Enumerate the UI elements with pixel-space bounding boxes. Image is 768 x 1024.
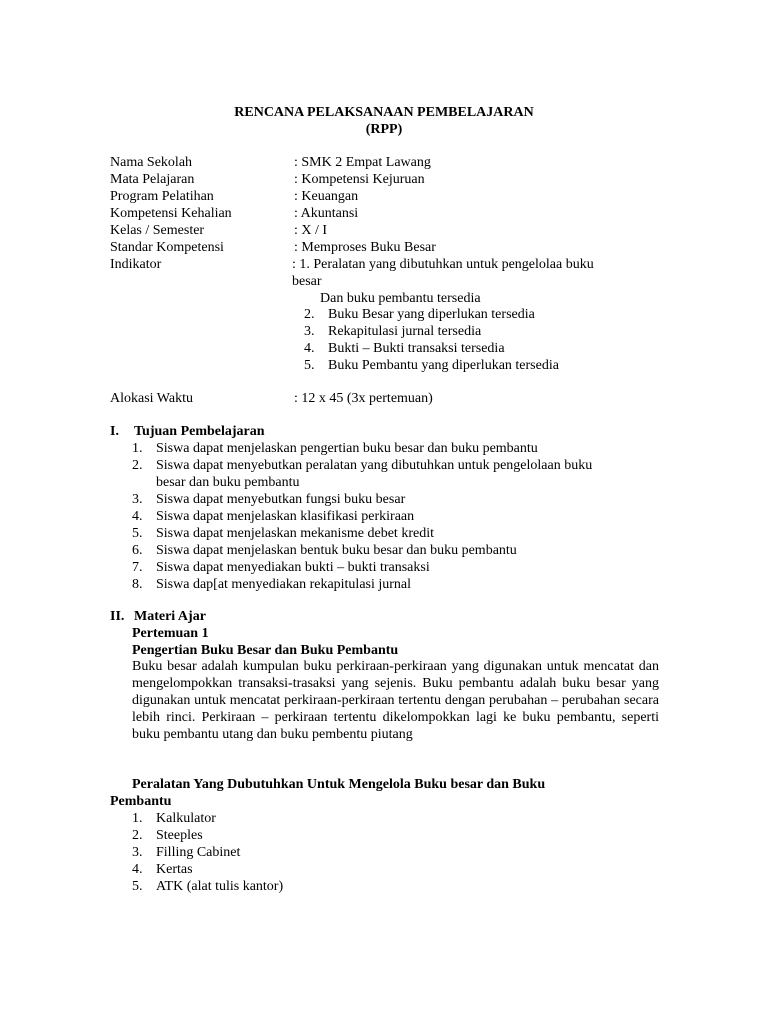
pengertian-heading: Pengertian Buku Besar dan Buku Pembantu bbox=[132, 643, 399, 658]
meta-value-mapel: : Kompetensi Kejuruan bbox=[294, 172, 425, 187]
peralatan-heading: Peralatan Yang Dubutuhkan Untuk Mengelola Buku besar dan Buku bbox=[132, 777, 546, 792]
list-text: ATK (alat tulis kantor) bbox=[156, 879, 284, 894]
alokasi-label: Alokasi Waktu bbox=[110, 391, 193, 406]
list-text: Siswa dapat menjelaskan mekanisme debet kredit bbox=[156, 526, 434, 541]
meta-value-sekolah: : SMK 2 Empat Lawang bbox=[294, 155, 431, 170]
meta-label-kompetensi: Kompetensi Kehalian bbox=[110, 206, 232, 221]
list-number: 4. bbox=[132, 862, 143, 877]
list-text: Rekapitulasi jurnal tersedia bbox=[328, 324, 482, 339]
meta-value-standar: : Memproses Buku Besar bbox=[294, 240, 436, 255]
list-text: Siswa dapat menjelaskan bentuk buku besar dan buku pembantu bbox=[156, 543, 517, 558]
list-number: 3. bbox=[132, 492, 143, 507]
list-text: Siswa dapat menyebutkan peralatan yang dibutuhkan untuk pengelolaan buku bbox=[156, 458, 593, 473]
list-number: 5. bbox=[132, 879, 143, 894]
document-subtitle: (RPP) bbox=[365, 122, 403, 137]
peralatan-heading-continued: Pembantu bbox=[110, 794, 172, 809]
pertemuan-heading: Pertemuan 1 bbox=[132, 626, 209, 641]
list-text: Siswa dapat menjelaskan klasifikasi perkiraan bbox=[156, 509, 415, 524]
list-text: Siswa dap[at menyediakan rekapitulasi jurnal bbox=[156, 577, 412, 592]
list-number: 1. bbox=[132, 441, 143, 456]
list-text: Buku Pembantu yang diperlukan tersedia bbox=[328, 358, 559, 373]
indikator-line-1: : 1. Peralatan yang dibutuhkan untuk pengelolaa buku bbox=[292, 257, 594, 272]
indikator-label: Indikator bbox=[110, 257, 162, 272]
list-text: Steeples bbox=[156, 828, 203, 843]
indikator-line-3: Dan buku pembantu tersedia bbox=[320, 291, 481, 306]
meta-label-sekolah: Nama Sekolah bbox=[110, 155, 193, 170]
alokasi-value: : 12 x 45 (3x pertemuan) bbox=[294, 391, 433, 406]
meta-label-standar: Standar Kompetensi bbox=[110, 240, 224, 255]
list-number: 3. bbox=[132, 845, 143, 860]
pengertian-paragraph: Buku besar adalah kumpulan buku perkiraan-perkiraan yang digunakan untuk mencatat dan mengelompokkan transaksi-trasaksi yang sejenis. Buku pembantu adalah buku besar yang digunakan untuk mencatat perkiraan-perkiraan tertentu dengan perubahan – perubahan secara lebih rinci. Perkiraan – perkiraan tertentu dikelompokkan lagi ke buku pembantu, seperti buku pembantu utang dan buku pembentu piutang bbox=[132, 659, 659, 742]
document-title: RENCANA PELAKSANAAN PEMBELAJARAN bbox=[234, 105, 534, 120]
list-text-continued: besar dan buku pembantu bbox=[156, 475, 300, 490]
list-text: Filling Cabinet bbox=[156, 845, 241, 860]
materi-roman: II. bbox=[110, 609, 125, 624]
meta-label-program: Program Pelatihan bbox=[110, 189, 214, 204]
list-number: 4. bbox=[304, 341, 315, 356]
list-number: 2. bbox=[132, 828, 143, 843]
meta-label-kelas: Kelas / Semester bbox=[110, 223, 205, 238]
list-text: Siswa dapat menjelaskan pengertian buku besar dan buku pembantu bbox=[156, 441, 538, 456]
list-number: 6. bbox=[132, 543, 143, 558]
list-text: Kalkulator bbox=[156, 811, 216, 826]
list-number: 4. bbox=[132, 509, 143, 524]
list-text: Kertas bbox=[156, 862, 193, 877]
meta-value-kompetensi: : Akuntansi bbox=[294, 206, 359, 221]
list-number: 2. bbox=[304, 307, 315, 322]
tujuan-heading: Tujuan Pembelajaran bbox=[134, 424, 265, 439]
list-text: Buku Besar yang diperlukan tersedia bbox=[328, 307, 535, 322]
tujuan-roman: I. bbox=[110, 424, 119, 439]
meta-value-program: : Keuangan bbox=[294, 189, 359, 204]
list-number: 1. bbox=[132, 811, 143, 826]
list-number: 5. bbox=[304, 358, 315, 373]
list-number: 7. bbox=[132, 560, 143, 575]
list-number: 5. bbox=[132, 526, 143, 541]
list-text: Bukti – Bukti transaksi tersedia bbox=[328, 341, 505, 356]
list-number: 2. bbox=[132, 458, 143, 473]
materi-heading: Materi Ajar bbox=[134, 609, 206, 624]
indikator-line-2: besar bbox=[292, 274, 322, 289]
list-text: Siswa dapat menyebutkan fungsi buku besar bbox=[156, 492, 406, 507]
meta-label-mapel: Mata Pelajaran bbox=[110, 172, 195, 187]
meta-value-kelas: : X / I bbox=[294, 223, 328, 238]
list-number: 3. bbox=[304, 324, 315, 339]
list-number: 8. bbox=[132, 577, 143, 592]
list-text: Siswa dapat menyediakan bukti – bukti transaksi bbox=[156, 560, 430, 575]
